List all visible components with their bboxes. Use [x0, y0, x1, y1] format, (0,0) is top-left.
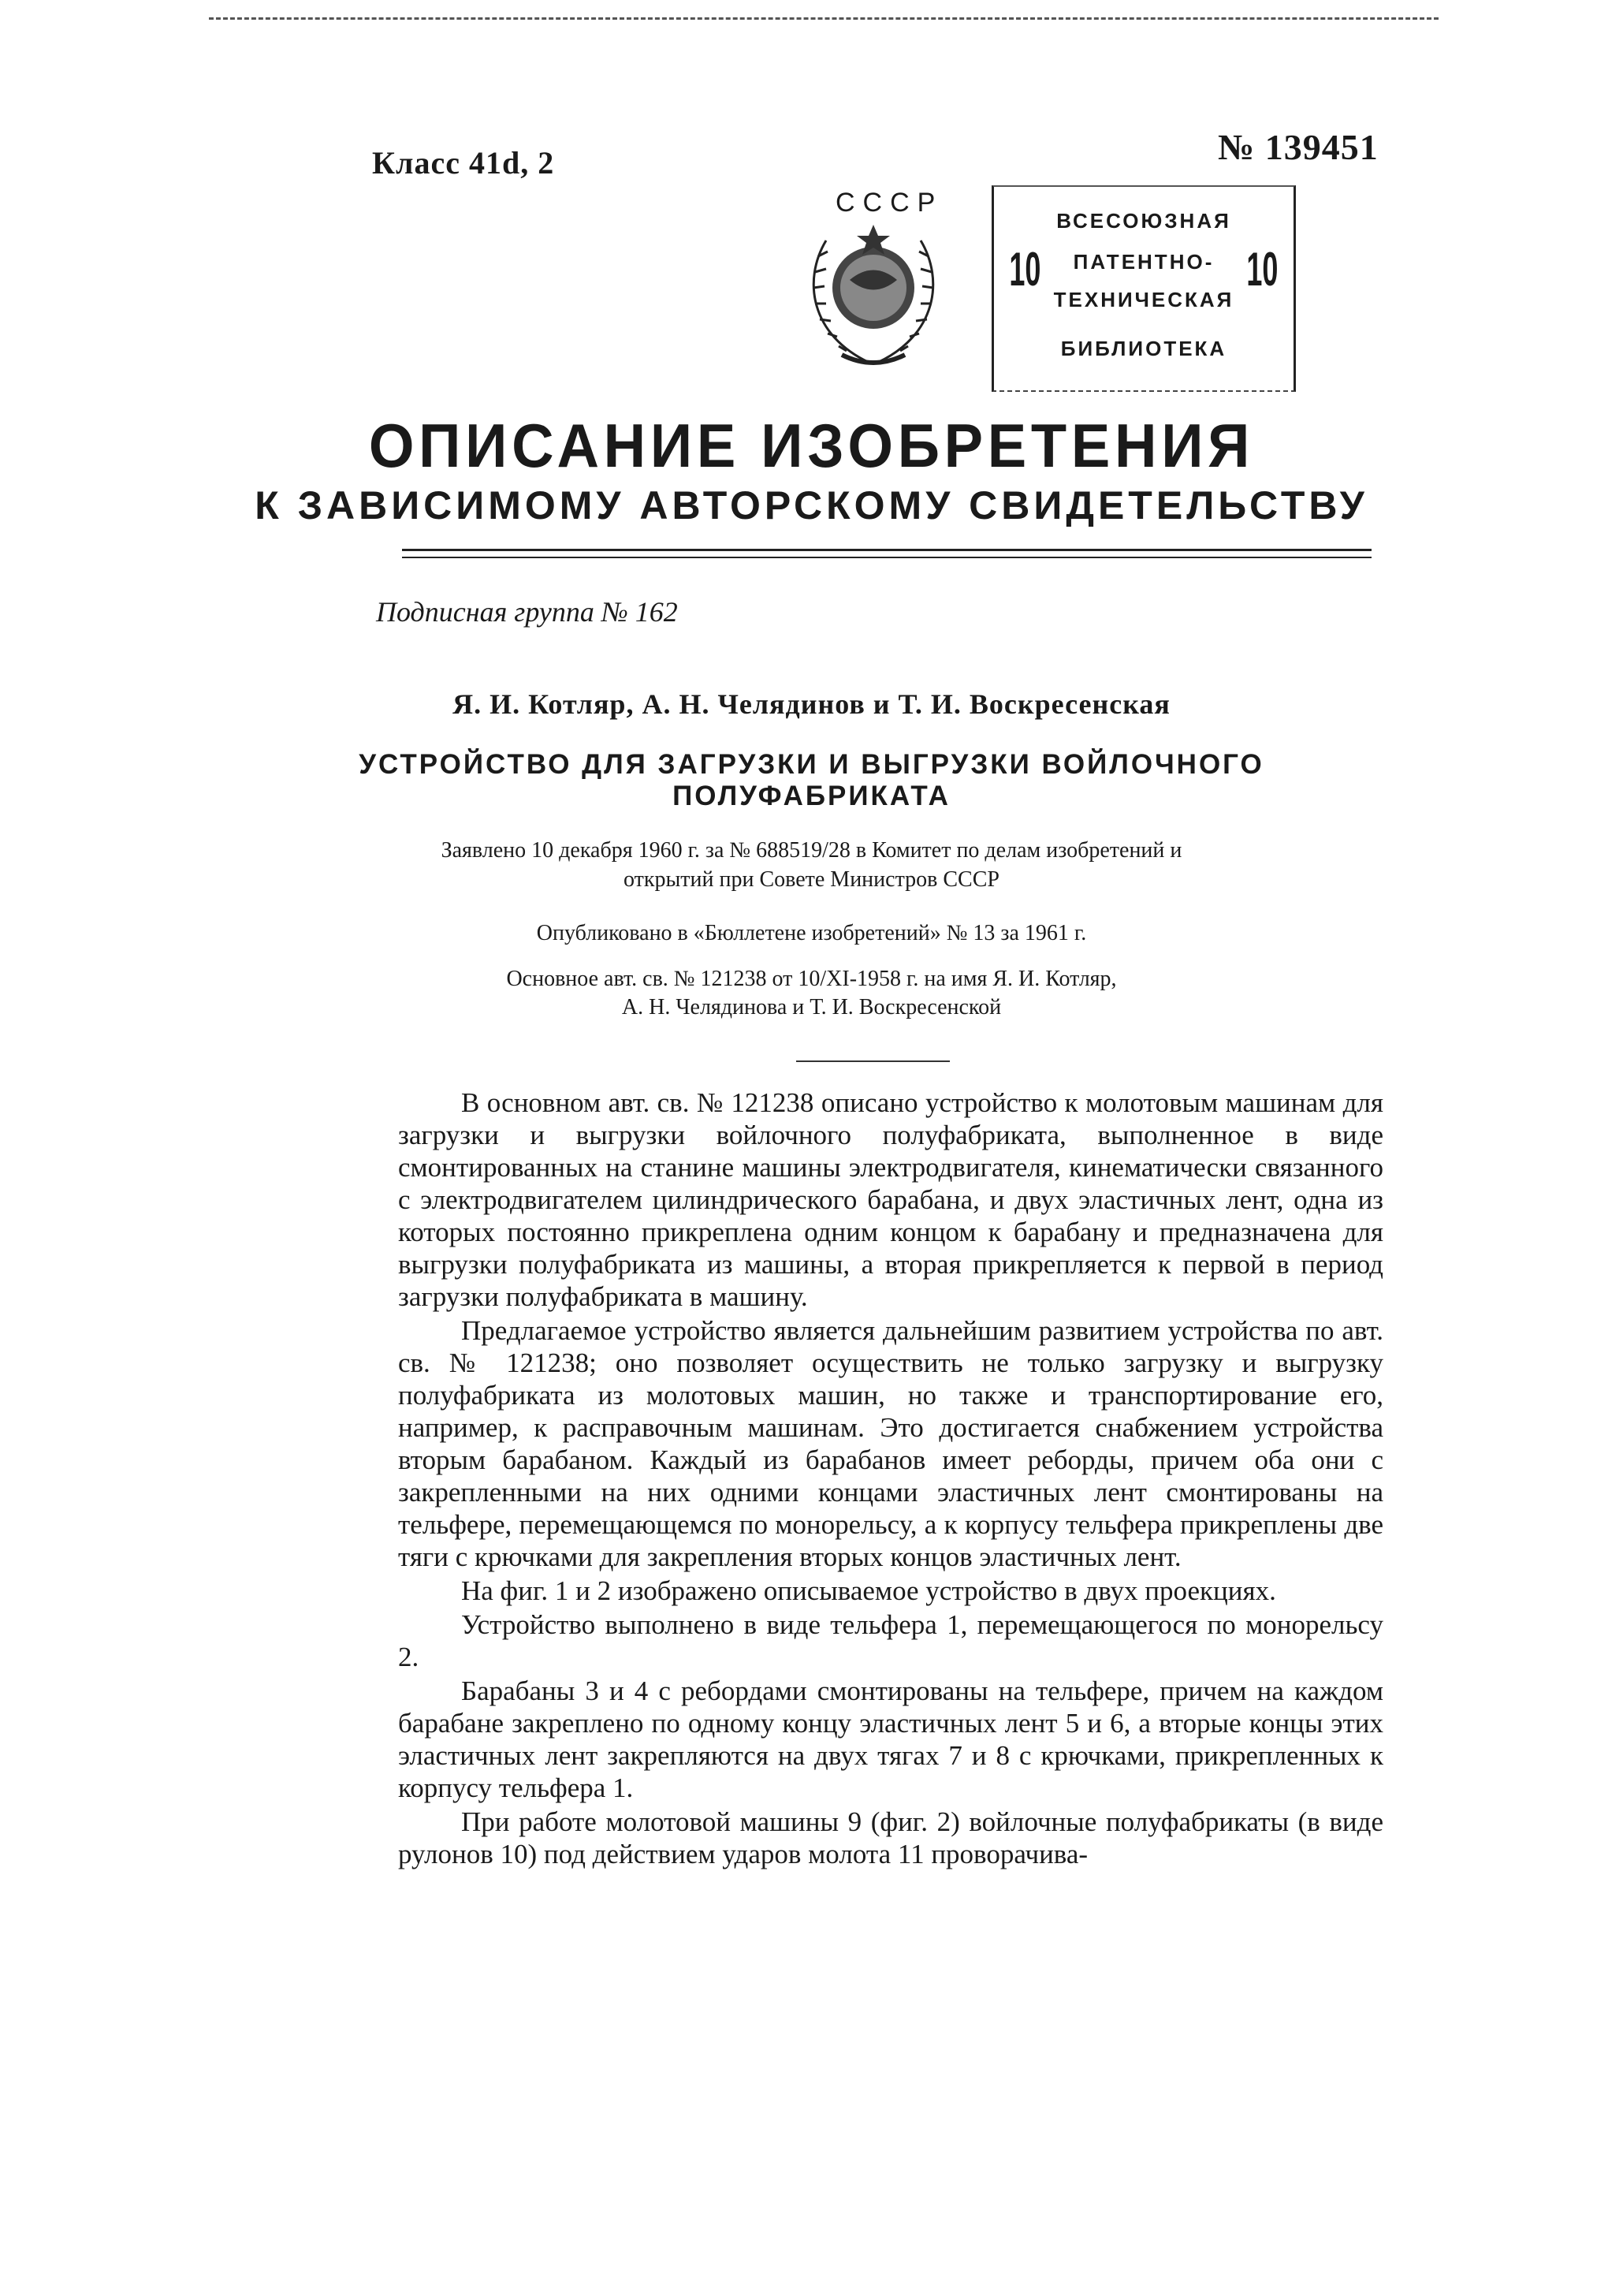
body-paragraph: В основном авт. св. № 121238 описано устройство к молотовым машинам для загрузки и выгрузки войлочного полуфабриката, выполненное в виде смонтированных на станине машины электродвигателя, кинематически связанного с электродвигателем цилиндрического барабана, и двух эластичных лент, одна из которых постоянно прикреплена одним концом к барабану и предназначена для выгрузки полуфабриката из машины, а вторая прикрепляется к первой в период загрузки полуфабриката в машину. — [398, 1087, 1383, 1312]
top-border-line — [209, 17, 1439, 20]
invention-title-line: УСТРОЙСТВО ДЛЯ ЗАГРУЗКИ И ВЫГРУЗКИ ВОЙЛОЧНОГО — [359, 749, 1264, 780]
title-rule — [402, 549, 1372, 551]
authors: Я. И. Котляр, А. Н. Челядинов и Т. И. Воскресенская — [452, 688, 1171, 720]
publication-info: Опубликовано в «Бюллетене изобретений» № 13 за 1961 г. — [536, 921, 1087, 945]
title-rule — [402, 557, 1372, 558]
stamp-line: ТЕХНИЧЕСКАЯ — [1053, 288, 1234, 311]
basis-certificate-info: Основное авт. св. № 121238 от 10/XI-1958 г. на имя Я. И. Котляр, — [506, 967, 1117, 991]
description-body — [398, 1086, 1383, 1872]
stamp-number-right: 10 — [1246, 243, 1279, 296]
document-subtitle: К ЗАВИСИМОМУ АВТОРСКОМУ СВИДЕТЕЛЬСТВУ — [255, 483, 1368, 527]
ussr-emblem-icon — [795, 193, 952, 375]
stamp-line: ПАТЕНТНО- — [1073, 250, 1215, 274]
stamp-line: ВСЕСОЮЗНАЯ — [1056, 209, 1231, 233]
class-label: Класс 41d, 2 — [372, 145, 555, 181]
library-stamp — [992, 185, 1296, 392]
stamp-line: БИБЛИОТЕКА — [1060, 337, 1227, 360]
body-paragraph: На фиг. 1 и 2 изображено описываемое устройство в двух проекциях. — [461, 1575, 1276, 1606]
patent-number: № 139451 — [1218, 127, 1379, 167]
stamp-number-left: 10 — [1009, 243, 1041, 296]
subscription-group: Подписная группа № 162 — [376, 596, 678, 628]
section-divider — [796, 1060, 950, 1062]
filing-info: Заявлено 10 декабря 1960 г. за № 688519/28 в Комитет по делам изобретений и — [441, 838, 1182, 863]
filing-info: открытий при Совете Министров СССР — [624, 867, 999, 892]
ussr-label: СССР — [836, 188, 944, 218]
body-paragraph: При работе молотовой машины 9 (фиг. 2) войлочные полуфабрикаты (в виде рулонов 10) под действием ударов молота 11 проворачива- — [398, 1806, 1383, 1869]
basis-certificate-info: А. Н. Челядинова и Т. И. Воскресенской — [621, 995, 1002, 1019]
invention-title-line: ПОЛУФАБРИКАТА — [672, 781, 951, 811]
document-title: ОПИСАНИЕ ИЗОБРЕТЕНИЯ — [368, 411, 1255, 480]
body-paragraph: Устройство выполнено в виде тельфера 1, перемещающегося по монорельсу 2. — [398, 1609, 1383, 1672]
body-paragraph: Предлагаемое устройство является дальнейшим развитием устройства по авт. св. № 121238; оно позволяет осуществить не только загрузку и выгрузку полуфабриката из молотовых машин, но также и транспортирование его, например, к расправочным машинам. Это достигается снабжением устройства вторым барабаном. Каждый из барабанов имеет реборды, причем оба они с закрепленными на них одними концами эластичных лент смонтированы на тельфере, перемещающемся по монорельсу, а к корпусу тельфера прикреплены две тяги с крючками для закрепления вторых концов эластичных лент. — [398, 1315, 1383, 1572]
body-paragraph: Барабаны 3 и 4 с ребордами смонтированы на тельфере, причем на каждом барабане закреплено по одному концу эластичных лент 5 и 6, а вторые концы этих эластичных лент закрепляются на двух тягах 7 и 8 с крючками, прикрепленных к корпусу тельфера 1. — [398, 1675, 1383, 1803]
